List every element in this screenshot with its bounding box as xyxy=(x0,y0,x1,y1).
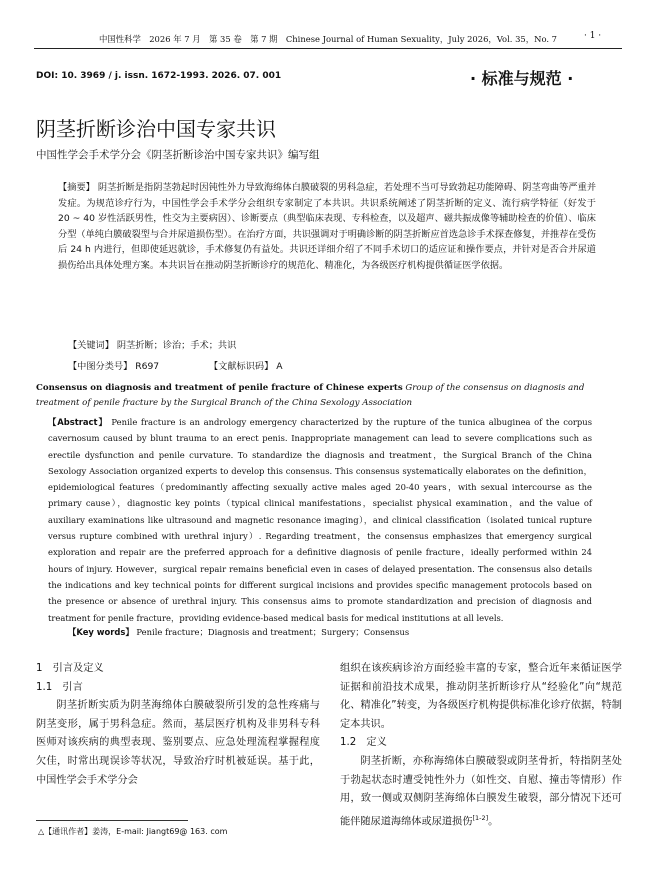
classification xyxy=(68,358,283,372)
page-title: 阴茎折断诊治中国专家共识 xyxy=(36,117,276,141)
title-en-main: Consensus on diagnosis and treatment of penile fracture of Chinese experts xyxy=(36,383,403,393)
keywords-en-label: 【Key words】 xyxy=(68,627,134,637)
body-column-left xyxy=(36,660,320,790)
clc-value: R697 xyxy=(135,361,160,372)
paragraph-intro-continued: 组织在该疾病诊治方面经验丰富的专家，整合近年来循证医学证据和前沿技术成果，推动阴茎折断诊疗从“经验化”向“规范化、精准化”转变，为各级医疗机构提供标准化诊疗依据，特制定本共识。 xyxy=(340,663,622,730)
header-rule xyxy=(34,48,622,49)
definition-text: 阴茎折断，亦称海绵体白膜破裂或阴茎骨折，特指阴茎处于勃起状态时遭受钝性外力（如性交、自慰、撞击等情形）作用，致一侧或双侧阴茎海绵体白膜发生破裂，部分情况下还可能伴随尿道海绵体或尿道损伤 xyxy=(340,755,622,828)
clc-label: 【中图分类号】 xyxy=(68,361,133,372)
abstract-zh xyxy=(58,180,596,274)
doi: DOI: 10. 3969 / j. issn. 1672-1993. 2026. 07. 001 xyxy=(36,71,282,81)
definition-end: 。 xyxy=(488,816,499,828)
section-tag: · 标准与规范 · xyxy=(470,69,574,88)
abstract-zh-text: 阴茎折断是指阴茎勃起时因钝性外力导致海绵体白膜破裂的男科急症，若处理不当可导致勃起功能障碍、阴茎弯曲等严重并发症。为规范诊疗行为，中国性学会手术学分会组织专家制定了本共识。共识系统阐述了阴茎折断的定义、流行病学特征（好发于 20 ~ 40 岁性活跃男性，性交为主要病因）、诊断要点（典型临床表现、专科检查，以及超声、磁共振成像等辅助检查的价值）、临床分型（单纯白膜破裂型与合并尿道损伤型）。在治疗方面，共识强调对于明确诊断的阴茎折断应首选急诊手术探查修复，并推荐在受伤后 24 h 内进行，但即使延迟就诊，手术修复仍有益处。共识还详细介绍了不同手术切口的适应证和操作要点，并针对是否合并尿道损伤给出具体处理方案。本共识旨在推动阴茎折断诊疗的规范化、精准化，为各级医疗机构提供循证医学依据。 xyxy=(58,182,597,271)
footnote: △【通讯作者】姜涛，E-mail: Jiangt69@ 163. com xyxy=(38,827,228,836)
keywords-en xyxy=(68,626,409,638)
section-heading-1-1: 1.1 引言 xyxy=(36,681,83,693)
section-heading-1: 1 引言及定义 xyxy=(36,663,104,674)
keywords-zh xyxy=(68,337,236,351)
abstract-en xyxy=(48,414,592,626)
paragraph-definition xyxy=(340,753,622,832)
authors: 中国性学会手术学分会《阴茎折断诊治中国专家共识》编写组 xyxy=(36,149,320,161)
title-en xyxy=(36,381,626,411)
paragraph-intro: 阴茎折断实质为阴茎海绵体白膜破裂所引发的急性疼痛与阴茎变形，属于男科急症。然而，基层医疗机构及非男科专科医师对该疾病的典型表现、鉴别要点、应急处理流程掌握程度欠佳，时常出现误诊等状况，导致治疗时机被延误。基于此，中国性学会手术学分会 xyxy=(36,700,320,786)
doc-code-label: 【文献标识码】 xyxy=(209,361,274,372)
abstract-en-text: Penile fracture is an andrology emergency characterized by the rupture of the tunica albuginea of the corpus cavernosum caused by blunt trauma to an erect penis. Inappropriate management can lead to severe complications such as erectile dysfunction and penile curvature. To standardize the diagnosis and treatment，the Surgical Branch of the China Sexology Association organized experts to develop this consensus. This consensus systematically elaborates on the definition，epidemiological features（predominantly affecting sexually active males aged 20-40 years，with sexual intercourse as the primary cause），diagnostic key points（typical clinical manifestations，specialist physical examination，and the value of auxiliary examinations like ultrasound and magnetic resonance imaging），and clinical classification（isolated tunical rupture versus rupture combined with urethral injury）. Regarding treatment，the consensus emphasizes that emergency surgical exploration and repair are the preferred approach for a definitive diagnosis of penile fracture，ideally performed within 24 hours of injury. However，surgical repair remains beneficial even in cases of delayed presentation. The consensus also details the indications and key technical points for different surgical incisions and provides specific management protocols based on the presence or absence of urethral injury. This consensus aims to promote standardization and precision of diagnosis and treatment for penile fracture，providing evidence-based medical basis for medical institutions at all levels. xyxy=(48,417,592,623)
body-column-right xyxy=(340,660,622,832)
keywords-zh-label: 【关键词】 xyxy=(68,340,114,351)
keywords-en-text: Penile fracture；Diagnosis and treatment；Surgery；Consensus xyxy=(136,627,410,637)
title-en-authors: Group of the consensus on diagnosis and treatment of penile fracture by the Surgical Branch of the China Sexology Association xyxy=(36,383,585,408)
abstract-zh-label: 【摘要】 xyxy=(58,182,95,193)
abstract-en-label: 【Abstract】 xyxy=(48,417,108,427)
keywords-zh-text: 阴茎折断；诊治；手术；共识 xyxy=(116,340,237,351)
page-number: · 1 · xyxy=(584,31,602,41)
running-header: 中国性科学 2026 年 7 月 第 35 卷 第 7 期 Chinese Journal of Human Sexuality，July 2026，Vol. 35，No. 7 xyxy=(98,34,558,44)
section-heading-1-2: 1.2 定义 xyxy=(340,737,387,749)
citation-ref[interactable]: [1-2] xyxy=(472,813,489,822)
footnote-rule xyxy=(36,820,188,821)
doc-code-value: A xyxy=(276,361,283,372)
